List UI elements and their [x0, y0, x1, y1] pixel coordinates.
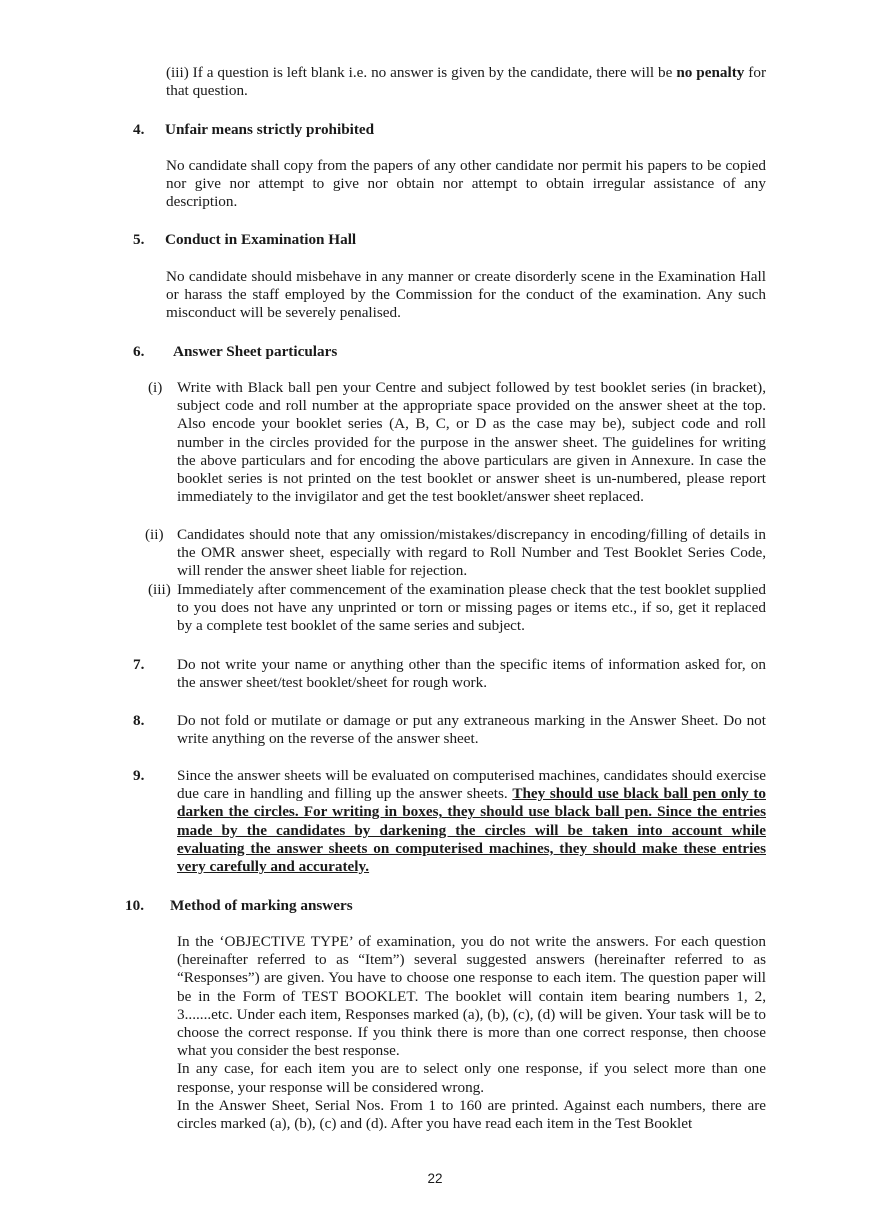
- sec6-item-iii-label: (iii): [148, 581, 171, 598]
- sec10-title: Method of marking answers: [170, 897, 353, 914]
- sec5-title: Conduct in Examination Hall: [165, 231, 357, 248]
- sec5-body: No candidate should misbehave in any manner or create disorderly scene in the Examination Hall or harass the staff employed by the Commission for the conduct of the examination. Any such misconduct will be severely penalised.: [166, 268, 766, 322]
- sec5-heading: [133, 231, 356, 249]
- sec4-heading: [133, 121, 374, 139]
- sec10-para3: In the Answer Sheet, Serial Nos. From 1 to 160 are printed. Against each numbers, there are circles marked (a), (b), (c) and (d). After you have read each item in the Test Booklet: [177, 1096, 766, 1133]
- sec7-body: Do not write your name or anything other than the specific items of information asked for, on the answer sheet/test booklet/sheet for rough work.: [177, 656, 766, 692]
- sec6-item-i-text: Write with Black ball pen your Centre and subject followed by test booklet series (in bracket), subject code and roll number at the appropriate space provided on the answer sheet at the top. Also encode your booklet series (A, B, C, or D as the case may be), subject code and roll number in the circles provided for the purpose in the answer sheet. The guidelines for writing the above particulars and for encoding the above particulars are given in Annexure. In case the booklet series is not printed on the test booklet or answer sheet is un-numbered, please report immediately to the invigilator and get the test booklet/answer sheet replaced.: [177, 379, 766, 506]
- page-number: 22: [427, 1171, 443, 1186]
- sec10-para2: In any case, for each item you are to select only one response, if you select more than one response, your response will be considered wrong.: [177, 1060, 766, 1096]
- sec5-number: 5.: [133, 231, 145, 248]
- sec6-item-ii-label: (ii): [145, 526, 164, 543]
- sec3-bold: no penalty: [676, 64, 745, 81]
- sec9-number: 9.: [133, 767, 145, 784]
- sec10-heading: [125, 897, 353, 915]
- sec9-emphasis: They should use black ball pen only to darken the circles. For writing in boxes, they should use black ball pen. Since the entries made by the candidates by darkening the circles will be taken into account while evaluating the answer sheets on computerised machines, they should make these entries very carefully and accurately.: [177, 785, 766, 876]
- sec4-body: No candidate shall copy from the papers of any other candidate nor permit his papers to be copied nor give nor attempt to give nor obtain nor attempt to obtain irregular assistance of any description.: [166, 157, 766, 211]
- sec8-number: 8.: [133, 712, 145, 729]
- sec6-item-iii-text: Immediately after commencement of the examination please check that the test booklet supplied to you does not have any unprinted or torn or missing pages or items etc., if so, get it replaced by a complete test booklet of the same series and subject.: [177, 581, 766, 635]
- sec10-para1: In the ‘OBJECTIVE TYPE’ of examination, you do not write the answers. For each question (hereinafter referred to as “Item”) several suggested answers (hereinafter referred to as “Responses”) are given. You have to choose one response to each item. The question paper will be in the Form of TEST BOOKLET. The booklet will contain item bearing numbers 1, 2, 3.......etc. Under each item, Responses marked (a), (b), (c), (d) will be given. Your task will be to choose the correct response. If you think there is more than one correct response, then choose what you consider the best response.: [177, 933, 766, 1060]
- sec4-number: 4.: [133, 121, 145, 138]
- sec6-title: Answer Sheet particulars: [173, 343, 338, 360]
- sec6-number: 6.: [133, 343, 145, 360]
- sec6-item-ii-text: [177, 526, 766, 581]
- sec6-heading: [133, 343, 337, 361]
- sec7-number: 7.: [133, 656, 145, 673]
- sec3-text-a: (iii) If a question is left blank i.e. no answer is given by the candidate, there will be: [166, 64, 677, 81]
- sec10-body: [177, 933, 766, 1133]
- sec8-body: Do not fold or mutilate or damage or put any extraneous marking in the Answer Sheet. Do not write anything on the reverse of the answer sheet.: [177, 712, 766, 748]
- sec9-body: [177, 767, 766, 876]
- sec4-title: Unfair means strictly prohibited: [165, 121, 375, 138]
- sec6-item-i-label: (i): [148, 379, 163, 396]
- sec3-item-iii: [166, 64, 766, 100]
- sec3-text-b: for that question.: [166, 64, 766, 100]
- sec6-item-ii-body: Candidates should note that any omission/mistakes/discrepancy in encoding/filling of details in the OMR answer sheet, especially with regard to Roll Number and Test Booklet Series Code, will render the answer sheet liable for rejection.: [177, 526, 766, 580]
- sec9-text: Since the answer sheets will be evaluated on computerised machines, candidates should exercise due care in handling and filling up the answer sheets.: [177, 767, 766, 803]
- sec10-number: 10.: [125, 897, 144, 914]
